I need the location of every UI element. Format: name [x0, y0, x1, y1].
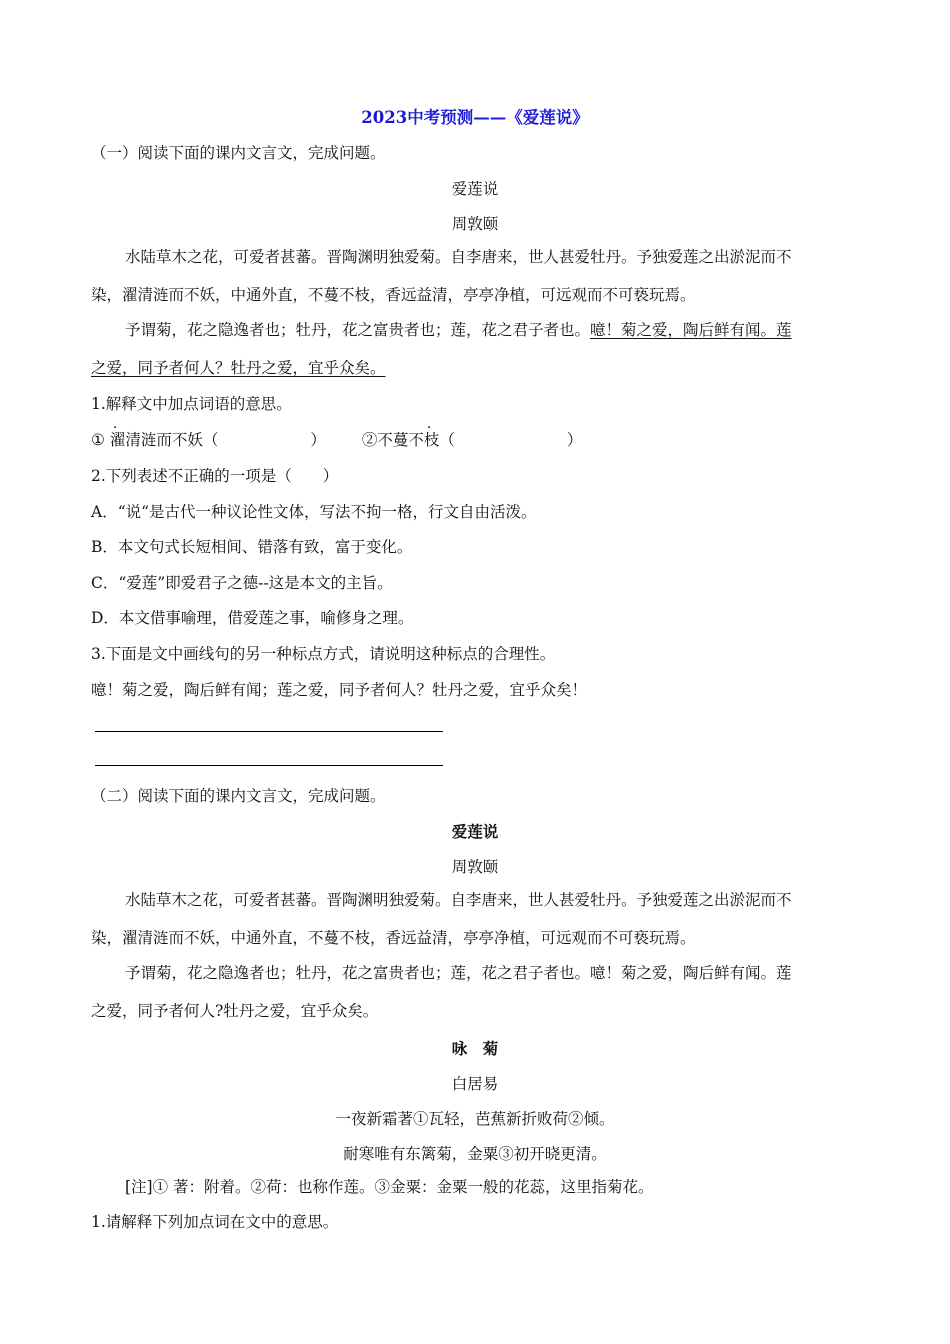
part1-para2-line2: [91, 358, 859, 378]
part2-para1-line2: 染，濯清涟而不妖，中通外直，不蔓不枝，香远益清，亭亭净植，可远观而不可亵玩焉。: [91, 929, 696, 947]
part2-poem-title: 爱莲说: [451, 822, 499, 841]
question-3-text: 噫！菊之爱，陶后鲜有闻；莲之爱，同予者何人？牡丹之爱，宜乎众矣！: [91, 681, 588, 699]
answer-line-2[interactable]: [95, 765, 443, 766]
part2-heading: （二）阅读下面的课内文言文，完成问题。: [91, 787, 386, 805]
option-a: A．“说“是古代一种议论性文体，写法不拘一格，行文自由活泼。: [91, 503, 537, 521]
option-d: D．本文借事喻理，借爱莲之事，喻修身之理。: [91, 609, 414, 627]
answer-line-1[interactable]: [95, 731, 443, 732]
item-a-text: 清涟而不妖（: [125, 431, 219, 449]
option-c: C．“爱莲”即爱君子之德--这是本文的主旨。: [91, 574, 393, 592]
dotted-word-a: 濯: [109, 431, 126, 449]
question-3: 3.下面是文中画线句的另一种标点方式，请说明这种标点的合理性。: [91, 645, 556, 663]
part1-para1-line1: 水陆草木之花，可爱者甚蕃。晋陶渊明独爱菊。自李唐来，世人甚爱牡丹。予独爱莲之出淤泥而不: [125, 248, 792, 266]
question-1-items: [91, 430, 859, 450]
option-b: B．本文句式长短相间、错落有致，富于变化。: [91, 538, 413, 556]
poem2-line2: 耐寒唯有东篱菊，金粟③初开晓更清。: [343, 1145, 607, 1163]
part2-para2-line1: 予谓菊，花之隐逸者也；牡丹，花之富贵者也；莲，花之君子者也。噫！菊之爱，陶后鲜有闻。莲: [125, 964, 792, 982]
part1-para1-line2: 染，濯清涟而不妖，中通外直，不蔓不枝，香远益清，亭亭净植，可远观而不可亵玩焉。: [91, 286, 696, 304]
question-2: 2.下列表述不正确的一项是（ ）: [91, 467, 339, 485]
part2-author: 周敦颐: [451, 858, 499, 876]
part1-author: 周敦颐: [451, 215, 499, 233]
item-a-close: ）: [310, 431, 326, 449]
item-a-number: ①: [91, 431, 110, 449]
question-1: 1.解释文中加点词语的意思。: [91, 395, 292, 413]
part2-para2-line2: 之爱，同予者何人?牡丹之爱，宜乎众矣。: [91, 1002, 379, 1020]
poem2-author: 白居易: [451, 1075, 499, 1093]
underlined-sentence-part2: 之爱，同予者何人？牡丹之爱，宜乎众矣。: [91, 359, 386, 377]
page-title: 2023中考预测——《爱莲说》: [361, 108, 589, 127]
item-b-open: （: [439, 431, 455, 449]
part2-question-1: 1.请解释下列加点词在文中的意思。: [91, 1213, 339, 1231]
item-b-text: ②不蔓不: [361, 431, 424, 449]
part1-heading: （一）阅读下面的课内文言文，完成问题。: [91, 144, 386, 162]
item-b-close: ）: [566, 431, 583, 449]
dotted-word-b: 枝: [423, 431, 440, 449]
poem2-line1: 一夜新霜著①瓦轻，芭蕉新折败荷②倾。: [335, 1110, 615, 1128]
poem2-title: 咏 菊: [451, 1039, 499, 1058]
part1-para2-line1: [125, 320, 859, 340]
underlined-sentence-part1: 噫！菊之爱，陶后鲜有闻。莲: [590, 321, 792, 339]
para2-plain-text: 予谓菊，花之隐逸者也；牡丹，花之富贵者也；莲，花之君子者也。: [125, 321, 591, 339]
annotation-note: [注]① 著：附着。②荷：也称作莲。③金粟：金粟一般的花蕊，这里指菊花。: [125, 1178, 654, 1196]
part1-poem-title: 爱莲说: [451, 180, 499, 198]
part2-para1-line1: 水陆草木之花，可爱者甚蕃。晋陶渊明独爱菊。自李唐来，世人甚爱牡丹。予独爱莲之出淤泥而不: [125, 891, 792, 909]
